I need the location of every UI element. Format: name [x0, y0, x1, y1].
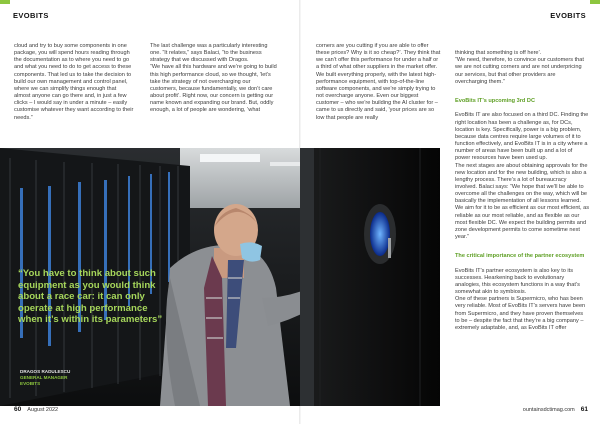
- section-label-left: EVOBITS: [13, 11, 49, 20]
- issue-date: August 2022: [27, 407, 59, 413]
- column-4-paragraph: EvoBits IT’s partner ecosystem is also key to its successes. Hearkening back to evolutionary analogies, this ecosystem functions in a way that’s somewhat akin to symbiosis. One of these partners is Supermicro, who has been very reliable. Most of EvoBits IT’s servers have been from Supermicro, and they have proven themselves to be – despite the fact that they’re a big company – extremely adaptable, and, as EvoBits IT offer: [455, 267, 586, 331]
- footer-right: [523, 406, 588, 413]
- body-column-2: The last challenge was a particularly interesting one. “It relates,” says Balaci, “to the business strategy that we discussed with Dragos. “We have all this hardware and we’re going to build this high performance cloud, so we thought, ‘let’s take the strategy of not overcharging our customers, because fundamentally, we don’t care about profit’. Right now, our concern is getting our name known and expanding our brand. But, oddly enough, a lot of people are wondering, ‘what: [150, 43, 277, 114]
- header-accent-bar-right: [590, 0, 600, 4]
- body-column-4: [455, 43, 589, 339]
- page-number-right: 61: [580, 406, 588, 413]
- body-column-3: corners are you cutting if you are able to offer these prices? Why is it so cheap?’. They think that we can’t offer this performance for under a half or a third of what other suppliers in the market offer. We built everything properly, with the latest high-performance equipment, with top-of-the-line software components, and we’re simply trying to not overcharge anyone. Even our biggest customer – who we’re building the AI cluster for – came to us directly and said, ‘your prices are so low that people are really: [316, 43, 441, 121]
- byline-company: EVOBITS: [20, 381, 41, 386]
- section-label-right: EVOBITS: [550, 11, 586, 20]
- pull-quote-byline: [20, 369, 70, 387]
- byline-name: DRAGOS RADULESCU: [20, 369, 71, 374]
- column-4-paragraph: EvoBits IT are also focused on a third DC. Finding the right location has been a challenge as, for DCs, location is key. Specifically, power is a big problem, because data centres require large volumes of it to function effectively, and EvoBits IT is in a city where a number of areas have been built up and a lot of power resources have been used up. The next stages are about obtaining approvals for the new location and for the new building, which is also a lengthy process. There’s a lot of bureaucracy involved. Balaci says: “We hope that we’ll be able to overcome all the challenges on the way, which will be basically the implementation of all lessons learned. We aim for it to be as efficient as our most efficient, as reliable as our most reliable, and as flexible as our most flexible DC. We expect the building permits and zone development permits to come sometime next year.”: [455, 112, 590, 241]
- page-number-left: 60: [14, 406, 22, 413]
- byline-role: GENERAL MANAGER: [20, 375, 68, 380]
- footer-left: [14, 406, 58, 413]
- header-accent-bar-left: [0, 0, 10, 4]
- website-url[interactable]: ountainsdctimag.com: [522, 407, 575, 413]
- subheading-third-dc: EvoBits IT’s upcoming 3rd DC: [455, 98, 535, 105]
- body-column-1: cloud and try to buy some components in one package, you will spend hours reading through the documentation as to where you need to go and what you need to do to get access to these components. That led us to take the decision to build our own management and control panel, where we can simplify things enough that almost anyone can go there and, in just a few clicks – I would say in under a minute – easily customise whatever they want according to their needs.”: [14, 43, 134, 121]
- column-4-paragraph: thinking that something is off here’. “We need, therefore, to convince our customers that we are not cutting corners and are not underpricing our services, but that other providers are overcharging them.”: [455, 50, 584, 85]
- subheading-partner-ecosystem: The critical importance of the partner ecosystem: [455, 253, 585, 260]
- pull-quote: “You have to think about such equipment as you would think about a race car: it can only operate at high performance when it’s within its parameters”: [18, 268, 163, 326]
